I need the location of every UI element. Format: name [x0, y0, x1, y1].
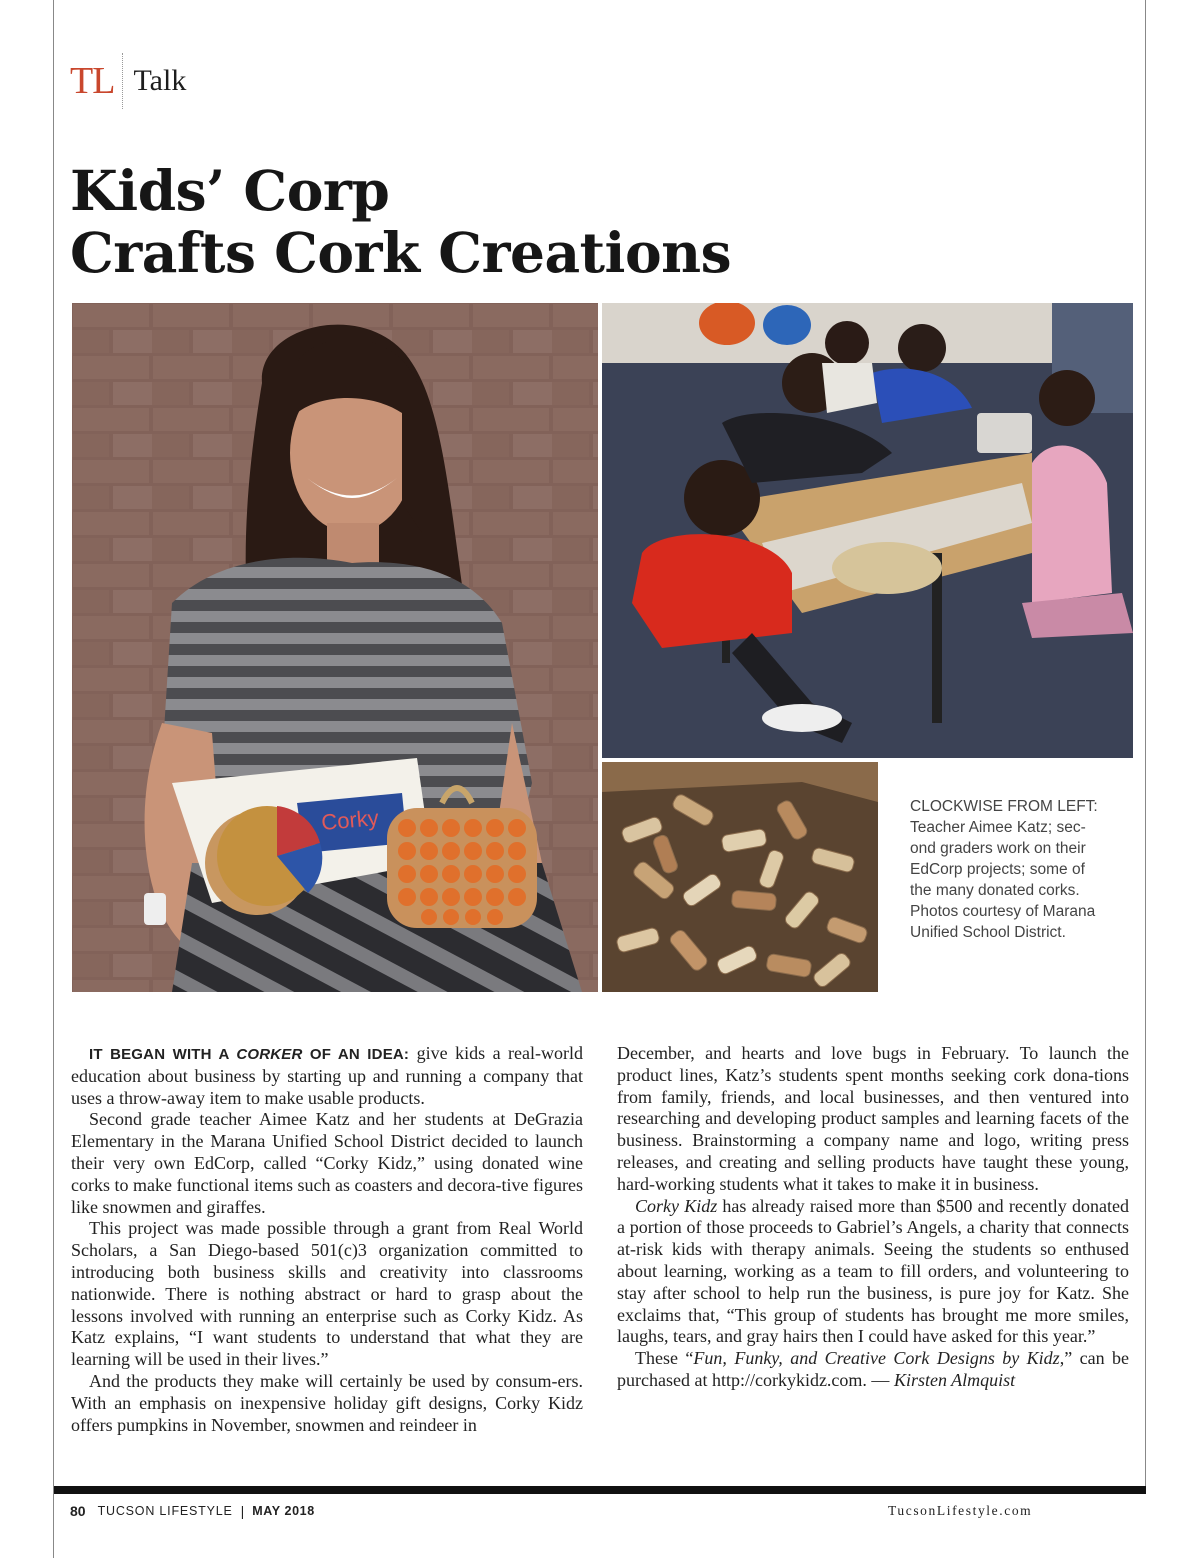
- section-tag: [70, 52, 186, 110]
- footer-rule: [54, 1486, 1146, 1494]
- article-column-left: [71, 1043, 583, 1436]
- issue-date: MAY 2018: [252, 1504, 315, 1518]
- paragraph-6-emphasis: Fun, Funky, and Creative Cork Designs by Kidz: [693, 1348, 1060, 1369]
- section-logo-mark: TL: [70, 60, 115, 102]
- article-paragraph-1: [71, 1043, 583, 1109]
- headline-line-2: Crafts Cork Creations: [70, 220, 732, 285]
- section-name: Talk: [133, 64, 187, 97]
- paragraph-1-text: give kids a real-world education about business by starting up and running a company that uses a throw-away item to make usable products.: [71, 1043, 583, 1108]
- paragraph-6-part-2: ,” can be purchased at http://corkykidz.com. —: [617, 1348, 1129, 1390]
- footer-separator: |: [240, 1503, 245, 1519]
- publication-name: TUCSON LIFESTYLE: [97, 1504, 233, 1518]
- lead-in-part-1: IT BEGAN WITH A: [89, 1046, 237, 1063]
- right-margin-line: [1145, 0, 1146, 1486]
- article-column-right: [617, 1043, 1129, 1392]
- caption-text: CLOCKWISE FROM LEFT: Teacher Aimee Katz; sec-ond graders work on their EdCorp projects; some of the many donated corks. Photos courtesy of Marana Unified School District.: [910, 798, 1098, 941]
- byline: Kirsten Almquist: [893, 1369, 1016, 1390]
- article-paragraph-5: [617, 1196, 1129, 1349]
- photo-classroom: [602, 303, 1133, 758]
- product-card-label: Corky: [320, 805, 380, 835]
- headline-line-1: Kids’ Corp: [70, 158, 390, 223]
- article-paragraph-3: This project was made possible through a grant from Real World Scholars, a San Diego-based 501(c)3 organization committed to introducing both business skills and creativity into classrooms nationwide. There is nothing abstract or hard to grasp about the lessons involved with running an enterprise such as Corky Kidz. As Katz explains, “I want students to understand that what they are learning will be used in their lives.”: [71, 1218, 583, 1370]
- lead-in: [89, 1046, 409, 1063]
- lead-in-emphasis: CORKER: [236, 1046, 303, 1063]
- article-paragraph-6: [617, 1348, 1129, 1392]
- photo-teacher: [72, 303, 598, 992]
- article-paragraph-2: Second grade teacher Aimee Katz and her students at DeGrazia Elementary in the Marana Unified School District decided to launch their very own EdCorp, called “Corky Kidz,” using donated wine corks to make functional items such as coasters and decora-tive figures like snowmen and giraffes.: [71, 1109, 583, 1217]
- photo-caption: [910, 796, 1100, 943]
- section-divider: [122, 53, 123, 109]
- article-paragraph-4-continued: December, and hearts and love bugs in February. To launch the product lines, Katz’s students spent months seeking cork dona-tions from family, friends, and local businesses, and then ventured into researching and developing product samples and learning facets of the business. Brainstorming a company name and logo, writing press releases, and creating and selling products have taught these young, hard-working students what it takes to make it in business.: [617, 1043, 1129, 1194]
- photo-corks: [602, 762, 878, 992]
- left-margin-line: [53, 0, 54, 1558]
- paragraph-5-text: has already raised more than $500 and recently donated a portion of those proceeds to Gabriel’s Angels, a charity that connects at-risk kids with therapy animals. Seeing the students so enthused about learning, working as a team to fill orders, and volunteering to stay after school to help run the business, is pure joy for Katz. She exclaims that, “This group of students has brought me more smiles, laughs, tears, and gray hairs then I could have asked for this year.”: [617, 1195, 1129, 1347]
- page-number: 80: [70, 1503, 86, 1519]
- article-paragraph-4: And the products they make will certainly be used by consum-ers. With an emphasis on inexpensive holiday gift designs, Corky Kidz offers pumpkins in November, snowmen and reindeer in: [71, 1370, 583, 1435]
- footer-website: TucsonLifestyle.com: [888, 1503, 1033, 1518]
- paragraph-6-part-1: These “: [635, 1348, 694, 1369]
- footer-left: [70, 1503, 315, 1519]
- lead-in-part-2: OF AN IDEA:: [302, 1046, 410, 1063]
- paragraph-5-emphasis: Corky Kidz: [635, 1195, 718, 1216]
- article-headline: [70, 160, 731, 284]
